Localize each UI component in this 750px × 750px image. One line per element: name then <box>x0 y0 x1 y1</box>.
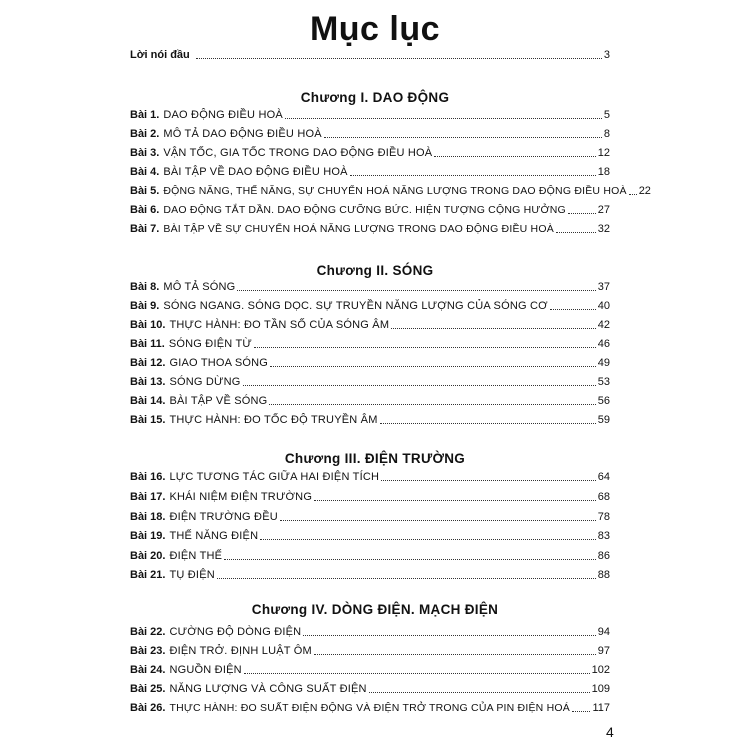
lesson-title: BÀI TẬP VỀ DAO ĐỘNG ĐIỀU HOÀ <box>163 166 348 178</box>
lesson-page: 59 <box>597 414 610 426</box>
toc-entry <box>130 466 610 484</box>
toc-entry <box>130 486 610 504</box>
toc-entry <box>130 142 610 160</box>
lesson-title: BÀI TẬP VỀ SÓNG <box>169 395 268 407</box>
lesson-title: SÓNG ĐIỆN TỪ <box>168 338 252 350</box>
lesson-title: THẾ NĂNG ĐIỆN <box>169 530 259 542</box>
lesson-label: Bài 16. <box>130 471 166 483</box>
dot-leader <box>285 118 602 119</box>
lesson-label: Bài 7. <box>130 223 160 235</box>
lesson-label: Bài 25. <box>130 683 166 695</box>
lesson-label: Bài 11. <box>130 338 165 350</box>
lesson-title: CƯỜNG ĐỘ DÒNG ĐIỆN <box>169 626 302 638</box>
chapter-heading: Chương II. SÓNG <box>316 263 434 278</box>
lesson-page: 109 <box>591 683 610 695</box>
lesson-label: Bài 3. <box>130 147 160 159</box>
lesson-page: 42 <box>597 319 610 331</box>
dot-leader <box>381 480 596 481</box>
dot-leader <box>237 290 595 291</box>
lesson-page: 49 <box>597 357 610 369</box>
dot-leader <box>269 404 595 405</box>
toc-entry <box>130 218 610 236</box>
toc-entry <box>130 506 610 524</box>
dot-leader <box>568 213 596 214</box>
lesson-title: SÓNG NGANG. SÓNG DỌC. SỰ TRUYỀN NĂNG LƯỢNG CỦA SÓNG CƠ <box>163 300 548 312</box>
dot-leader <box>324 137 602 138</box>
lesson-page: 32 <box>597 223 610 235</box>
lesson-page: 27 <box>597 204 610 216</box>
lesson-title: NĂNG LƯỢNG VÀ CÔNG SUẤT ĐIỆN <box>169 683 367 695</box>
lesson-label: Bài 17. <box>130 491 166 503</box>
lesson-page: 40 <box>597 300 610 312</box>
dot-leader <box>217 578 596 579</box>
lesson-label: Bài 18. <box>130 511 166 523</box>
lesson-label: Bài 9. <box>130 300 160 312</box>
lesson-page: 22 <box>638 185 651 197</box>
dot-leader <box>270 366 596 367</box>
toc-entry <box>130 564 610 582</box>
lesson-title: ĐIỆN TRỞ. ĐỊNH LUẬT ÔM <box>169 645 312 657</box>
lesson-page: 102 <box>591 664 610 676</box>
lesson-page: 53 <box>597 376 610 388</box>
lesson-title: ĐỘNG NĂNG, THẾ NĂNG, SỰ CHUYỂN HOÁ NĂNG LƯỢNG TRONG DAO ĐỘNG ĐIỀU HOÀ <box>163 185 627 197</box>
lesson-label: Bài 21. <box>130 569 166 581</box>
dot-leader <box>303 635 595 636</box>
lesson-label: Bài 6. <box>130 204 160 216</box>
lesson-title: SÓNG DỪNG <box>169 376 241 388</box>
lesson-label: Bài 13. <box>130 376 166 388</box>
dot-leader <box>550 309 596 310</box>
lesson-title: TỤ ĐIỆN <box>169 569 215 581</box>
toc-entry <box>130 314 610 332</box>
toc-entry <box>130 295 610 313</box>
lesson-page: 78 <box>597 511 610 523</box>
toc-entry <box>130 390 610 408</box>
page-title: Mục lục <box>309 10 441 48</box>
dot-leader <box>369 692 590 693</box>
dot-leader <box>224 559 596 560</box>
lesson-page: 97 <box>597 645 610 657</box>
lesson-label: Bài 19. <box>130 530 166 542</box>
chapter-heading: Chương IV. DÒNG ĐIỆN. MẠCH ĐIỆN <box>251 602 499 617</box>
lesson-title: GIAO THOA SÓNG <box>169 357 269 369</box>
lesson-title: DAO ĐỘNG TẮT DẦN. DAO ĐỘNG CƯỠNG BỨC. HIỆN TƯỢNG CỘNG HƯỞNG <box>163 204 566 216</box>
lesson-label: Bài 5. <box>130 185 160 197</box>
lesson-title: LỰC TƯƠNG TÁC GIỮA HAI ĐIỆN TÍCH <box>169 471 380 483</box>
dot-leader <box>314 654 596 655</box>
toc-entry <box>130 621 610 639</box>
lesson-label: Bài 26. <box>130 702 166 714</box>
toc-entry <box>130 333 610 351</box>
lesson-label: Bài 22. <box>130 626 166 638</box>
lesson-page: 117 <box>592 702 610 714</box>
lesson-page: 68 <box>597 491 610 503</box>
lesson-title: DAO ĐỘNG ĐIỀU HOÀ <box>163 109 283 121</box>
lesson-title: MÔ TẢ DAO ĐỘNG ĐIỀU HOÀ <box>163 128 322 140</box>
lesson-label: Bài 14. <box>130 395 166 407</box>
toc-entry <box>130 180 651 198</box>
lesson-title: ĐIỆN THẾ <box>169 550 223 562</box>
lesson-title: THỰC HÀNH: ĐO TỐC ĐỘ TRUYỀN ÂM <box>169 414 378 426</box>
toc-entry <box>130 123 610 141</box>
lesson-page: 94 <box>597 626 610 638</box>
lesson-page: 12 <box>597 147 610 159</box>
lesson-page: 18 <box>597 166 610 178</box>
lesson-title: BÀI TẬP VỀ SỰ CHUYỂN HOÁ NĂNG LƯỢNG TRONG DAO ĐỘNG ĐIỀU HOÀ <box>163 223 554 235</box>
dot-leader <box>254 347 596 348</box>
lesson-title: THỰC HÀNH: ĐO SUẤT ĐIỆN ĐỘNG VÀ ĐIỆN TRỞ TRONG CỦA PIN ĐIỆN HOÁ <box>169 702 570 714</box>
dot-leader <box>572 711 591 712</box>
lesson-label: Bài 15. <box>130 414 166 426</box>
dot-leader <box>280 520 596 521</box>
toc-entry-preface <box>130 44 610 62</box>
lesson-label: Bài 1. <box>130 109 160 121</box>
toc-entry <box>130 161 610 179</box>
lesson-label: Bài 4. <box>130 166 160 178</box>
lesson-title: NGUỒN ĐIỆN <box>169 664 242 676</box>
lesson-label: Bài 12. <box>130 357 166 369</box>
toc-entry <box>130 545 610 563</box>
toc-entry <box>130 352 610 370</box>
lesson-page: 56 <box>597 395 610 407</box>
dot-leader <box>629 194 637 195</box>
dot-leader <box>391 328 596 329</box>
lesson-page: 37 <box>597 281 610 293</box>
dot-leader <box>350 175 596 176</box>
lesson-page: 88 <box>597 569 610 581</box>
lesson-label: Bài 24. <box>130 664 166 676</box>
dot-leader <box>243 385 596 386</box>
toc-entry <box>130 659 610 677</box>
dot-leader <box>556 232 596 233</box>
lesson-page: 86 <box>597 550 610 562</box>
dot-leader <box>314 500 596 501</box>
toc-entry <box>130 697 610 715</box>
dot-leader <box>260 539 596 540</box>
lesson-title: MÔ TẢ SÓNG <box>163 281 236 293</box>
dot-leader <box>434 156 595 157</box>
toc-entry <box>130 678 610 696</box>
dot-leader <box>196 58 602 59</box>
dot-leader <box>380 423 596 424</box>
dot-leader <box>244 673 590 674</box>
lesson-page: 64 <box>597 471 610 483</box>
lesson-label: Bài 23. <box>130 645 166 657</box>
chapter-heading: Chương I. DAO ĐỘNG <box>300 90 450 105</box>
toc-entry <box>130 525 610 543</box>
page-number: 4 <box>606 724 614 740</box>
lesson-label: Bài 2. <box>130 128 160 140</box>
toc-entry <box>130 104 610 122</box>
preface-page: 3 <box>603 49 610 61</box>
lesson-title: THỰC HÀNH: ĐO TẦN SỐ CỦA SÓNG ÂM <box>169 319 390 331</box>
lesson-page: 8 <box>603 128 610 140</box>
lesson-page: 5 <box>603 109 610 121</box>
lesson-title: VẬN TỐC, GIA TỐC TRONG DAO ĐỘNG ĐIỀU HOÀ <box>163 147 433 159</box>
lesson-page: 83 <box>597 530 610 542</box>
toc-entry <box>130 199 610 217</box>
lesson-page: 46 <box>597 338 610 350</box>
lesson-label: Bài 8. <box>130 281 160 293</box>
toc-entry <box>130 640 610 658</box>
lesson-title: ĐIỆN TRƯỜNG ĐỀU <box>169 511 278 523</box>
lesson-title: KHÁI NIỆM ĐIỆN TRƯỜNG <box>169 491 313 503</box>
chapter-heading: Chương III. ĐIỆN TRƯỜNG <box>284 451 466 466</box>
toc-entry <box>130 371 610 389</box>
toc-entry <box>130 409 610 427</box>
preface-label: Lời nói đầu <box>130 49 190 61</box>
lesson-label: Bài 20. <box>130 550 166 562</box>
lesson-label: Bài 10. <box>130 319 166 331</box>
toc-entry <box>130 276 610 294</box>
